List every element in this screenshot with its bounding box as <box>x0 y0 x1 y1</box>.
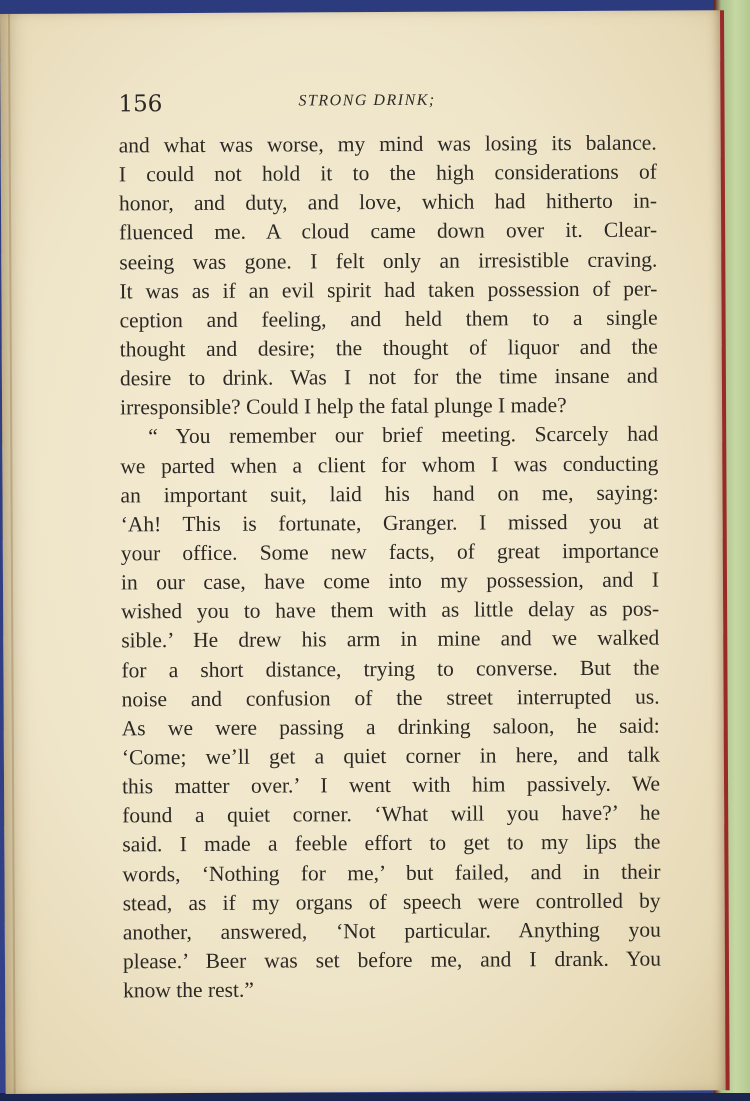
running-header <box>118 89 658 122</box>
text-line: stead, as if my organs of speech were controlled by <box>122 888 661 916</box>
text-line: honor, and duty, and love, which had hitherto in- <box>118 188 658 216</box>
text-line: in our case, have come into my possession, and I <box>120 567 660 595</box>
text-line: ‘Come; we’ll get a quiet corner in here, and talk <box>121 742 660 770</box>
text-line: fluenced me. A cloud came down over it. Clear- <box>119 217 658 245</box>
text-line: thought and desire; the thought of liquor and the <box>119 334 658 362</box>
page-gutter <box>8 14 16 1094</box>
text-line: I could not hold it to the high considerations of <box>118 159 657 187</box>
body-text <box>119 129 662 1006</box>
text-line: ‘Ah! This is fortunate, Granger. I missed you at <box>120 509 659 537</box>
text-line: seeing was gone. I felt only an irresistible craving. <box>119 247 658 274</box>
text-line: As we were passing a drinking saloon, he said: <box>121 713 660 741</box>
text-line: It was as if an evil spirit had taken possession of per- <box>119 276 658 304</box>
running-title: STRONG DRINK; <box>298 91 436 110</box>
text-line: an important suit, laid his hand on me, saying: <box>120 480 659 508</box>
text-line: noise and confusion of the street interrupted us. <box>121 684 660 712</box>
text-line: know the rest.” <box>123 977 254 1003</box>
text-line: “ You remember our brief meeting. Scarcely had <box>148 421 659 449</box>
text-line: found a quiet corner. ‘What will you have?’ he <box>122 800 661 828</box>
scan-background <box>0 1093 750 1101</box>
page-number: 156 <box>118 91 163 118</box>
text-line: desire to drink. Was I not for the time insane and <box>119 363 658 391</box>
text-line: another, answered, ‘Not particular. Anything you <box>122 917 661 945</box>
text-line: ception and feeling, and held them to a single <box>119 305 658 333</box>
text-line: said. I made a feeble effort to get to my lips the <box>122 829 661 857</box>
text-line: your office. Some new facts, of great importance <box>120 538 659 566</box>
text-line: words, ‘Nothing for me,’ but failed, and in their <box>122 859 661 886</box>
text-line: sible.’ He drew his arm in mine and we walked <box>121 625 660 653</box>
text-line: please.’ Beer was set before me, and I drank. You <box>122 946 662 974</box>
text-line: for a short distance, trying to converse. But the <box>121 655 660 682</box>
text-line: we parted when a client for whom I was conducting <box>120 451 659 478</box>
text-line: and what was worse, my mind was losing its balance. <box>118 130 657 158</box>
text-line: this matter over.’ I went with him passively. We <box>121 771 661 799</box>
text-line: wished you to have them with as little delay as pos- <box>121 596 660 624</box>
text-line: irresponsible? Could I help the fatal plunge I made? <box>119 393 567 420</box>
book-page <box>0 10 730 1094</box>
